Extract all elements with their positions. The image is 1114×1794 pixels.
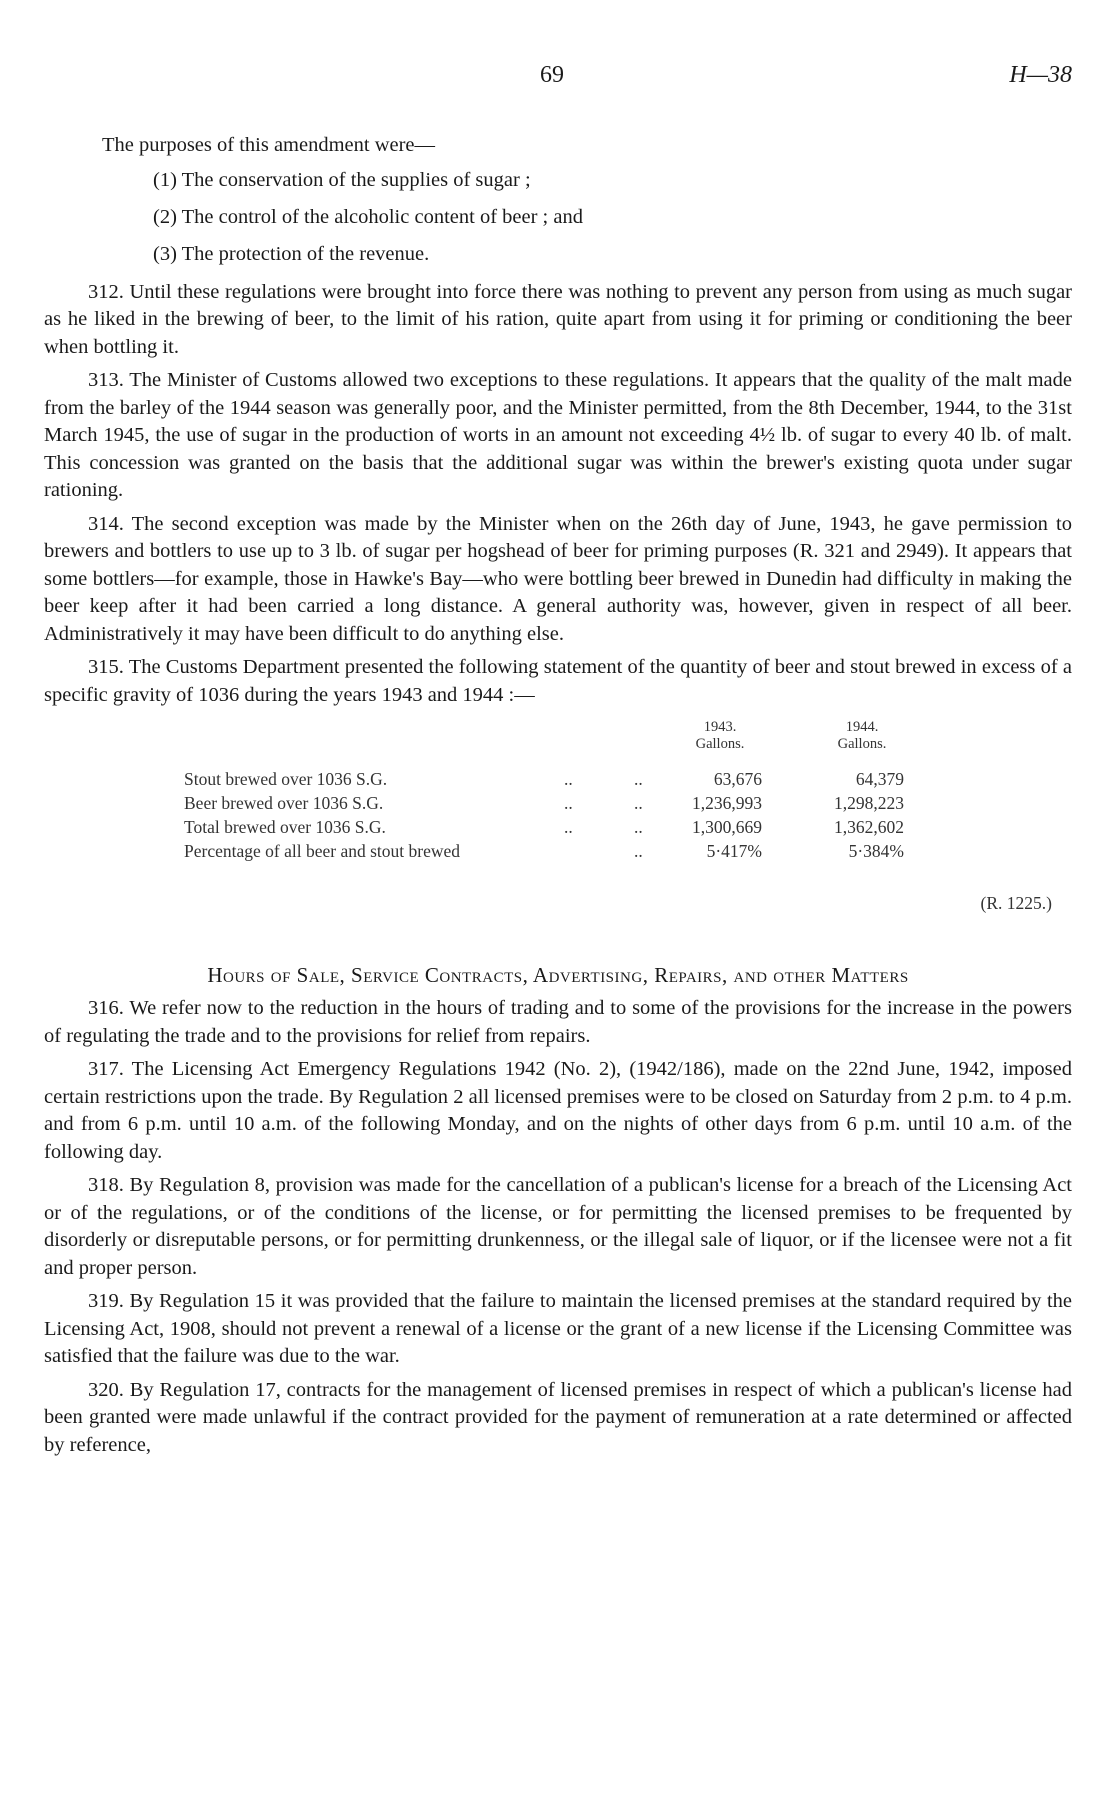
table-row: Total brewed over 1036 S.G. .. .. 1,300,669 1,362,602 — [184, 817, 904, 837]
list-item: (3) The protection of the revenue. — [153, 242, 430, 265]
brewing-statistics-table — [44, 709, 1072, 941]
paragraph-320: 320. By Regulation 17, contracts for the management of licensed premises in respect of which a publican's license had been granted were made unlawful if the contract provided for the payment of remuneration at a rate determined or affected by reference, — [44, 1378, 1072, 1456]
table-reference: (R. 1225.) — [980, 893, 1052, 913]
column-header-1944: 1944. Gallons. — [837, 719, 887, 752]
table-row: Stout brewed over 1036 S.G. .. .. 63,676 64,379 — [184, 769, 904, 789]
purposes-list — [153, 162, 1072, 273]
paragraph-317: 317. The Licensing Act Emergency Regulations 1942 (No. 2), (1942/186), made on the 22nd June, 1942, imposed certain restrictions upon the trade. By Regulation 2 all licensed premises were to be closed on Saturday from 2 p.m. to 4 p.m. and from 6 p.m. until 10 a.m. of the following Monday, and on the nights of other days from 6 p.m. until 10 a.m. of the following day. — [44, 1058, 1072, 1163]
table-row: Beer brewed over 1036 S.G. .. .. 1,236,993 1,298,223 — [184, 793, 904, 813]
section-heading: Hours of Sale, Service Contracts, Advertising, Repairs, and other Matters — [207, 963, 909, 987]
paragraph-313: 313. The Minister of Customs allowed two exceptions to these regulations. It appears that the quality of the malt made from the barley of the 1944 season was generally poor, and the Minister permitted, from the 8th December, 1944, to the 31st March 1945, the use of sugar in the production of worts in an amount not exceeding 4½ lb. of sugar to every 40 lb. of malt. This concession was granted on the basis that the additional sugar was within the brewer's existing quota under sugar rationing. — [44, 369, 1072, 501]
body-text — [44, 132, 1072, 1459]
intro-sentence: The purposes of this amendment were— — [102, 134, 436, 156]
paragraph-316: 316. We refer now to the reduction in the hours of trading and to some of the provisions for the increase in the powers of regulating the trade and to the provisions for relief from repairs. — [44, 997, 1072, 1047]
paragraph-318: 318. By Regulation 8, provision was made for the cancellation of a publican's license for a breach of the Licensing Act or of the regulations, or of the conditions of the license, or for permitting the licensed premises to be frequented by disorderly or disreputable persons, or for permitting drunkenness, or the illegal sale of liquor, or if the licensee were not a fit and proper person. — [44, 1174, 1072, 1279]
paragraph-312: 312. Until these regulations were brought into force there was nothing to prevent any person from using as much sugar as he liked in the brewing of beer, to the limit of his ration, quite apart from using it for priming or conditioning the beer when bottling it. — [44, 280, 1072, 358]
page-number: 69 — [540, 62, 564, 88]
table-row: Percentage of all beer and stout brewed .. 5·417% 5·384% — [184, 841, 904, 861]
document-series-code: H—38 — [1009, 62, 1072, 88]
list-item: (2) The control of the alcoholic content of beer ; and — [153, 205, 583, 228]
column-header-1943: 1943. Gallons. — [695, 719, 745, 752]
page-header — [0, 62, 1114, 92]
paragraph-314: 314. The second exception was made by the Minister when on the 26th day of June, 1943, he gave permission to brewers and bottlers to use up to 3 lb. of sugar per hogshead of beer for priming purposes (R. 321 and 2949). It appears that some bottlers—for example, those in Hawke's Bay—who were bottling beer brewed in Dunedin had difficulty in making the beer keep after it had been carried a long distance. A general authority was, however, given in respect of all beer. Administratively it may have been difficult to do anything else. — [44, 512, 1072, 645]
paragraph-315: 315. The Customs Department presented the following statement of the quantity of beer and stout brewed in excess of a specific gravity of 1036 during the years 1943 and 1944 :— — [44, 656, 1072, 706]
paragraph-319: 319. By Regulation 15 it was provided that the failure to maintain the licensed premises at the standard required by the Licensing Act, 1908, should not prevent a renewal of a license or the grant of a new license if the Licensing Committee was satisfied that the failure was due to the war. — [44, 1290, 1072, 1367]
list-item: (1) The conservation of the supplies of sugar ; — [153, 168, 531, 191]
